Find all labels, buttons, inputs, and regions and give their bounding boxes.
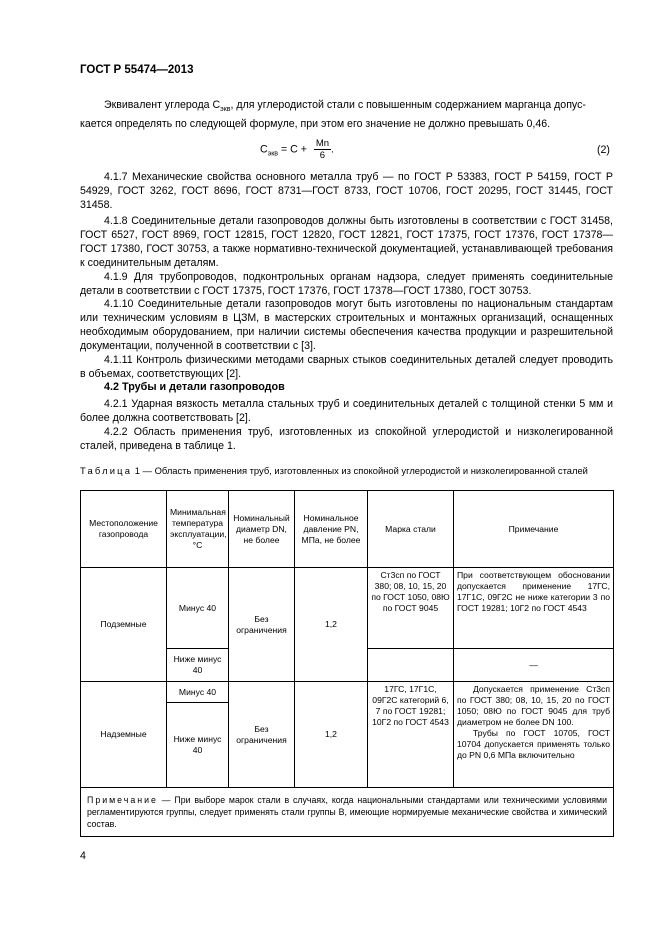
cell-steel-grade: 17ГС, 17Г1С, 09Г2С категорий 6, 7 по ГОСТ 19281; 10Г2 по ГОСТ 4543 <box>368 682 454 788</box>
carbon-equivalent-intro: Эквивалент углерода $С_{экв}$, для углеродистой стали с повышенным содержанием марганца допус- кается определять по следующей формуле, при этом его значение не должно превышать 0,46. <box>80 99 586 131</box>
cell-pn: 1,2 <box>295 682 368 788</box>
table-caption: Таблица 1 — Область применения труб, изготовленных из спокойной углеродистой и низколегированной сталей <box>80 465 588 476</box>
section-heading-4-2: 4.2 Трубы и детали газопроводов <box>104 381 285 393</box>
page-number: 4 <box>80 850 86 862</box>
paragraph-4-2-1: 4.2.1 Ударная вязкость металла стальных труб и соединительных деталей с толщиной стенки 5 мм и более должна соответствовать [2]. <box>80 398 613 424</box>
steel-pipe-table <box>80 490 614 837</box>
cell-temp: Минус 40 <box>167 682 229 703</box>
cell-steel-grade-empty <box>368 649 454 682</box>
header-note: Примечание <box>454 491 614 568</box>
paragraph-4-1-10: 4.1.10 Соединительные детали газопроводов могут быть изготовлены по национальным стандартам или техническим условиям в ЦЗМ, в мастерских строительных и монтажных организаций, оснащенных необходимым оборудованием, при наличии системы обеспечения качества продукции и разрешительной документации, полученной в соответствии с [3]. <box>80 298 613 352</box>
paragraph-4-2-2: 4.2.2 Область применения труб, изготовленных из спокойной углеродистой и низколегированной сталей, приведена в таблице 1. <box>80 426 613 452</box>
paragraph-4-1-11: 4.1.11 Контроль физическими методами сварных стыков соединительных деталей следует проводить в объемах, соответствующих [2]. <box>80 354 613 380</box>
header-pn: Номинальное давление PN, МПа, не более <box>295 491 368 568</box>
cell-note: При соответствующем обосновании допускается применение 17ГС, 17Г1С, 09Г2С не ниже категории 3 по ГОСТ 19281; 10Г2 по ГОСТ 4543 <box>454 568 614 649</box>
header-steel-grade: Марка стали <box>368 491 454 568</box>
paragraph-4-1-7: 4.1.7 Механические свойства основного металла труб — по ГОСТ Р 53383, ГОСТ Р 54159, ГОСТ Р 54929, ГОСТ 3262, ГОСТ 8696, ГОСТ 8731—ГОСТ 8733, ГОСТ 10706, ГОСТ 20295, ГОСТ 31445, ГОСТ 31458. <box>80 171 613 211</box>
paragraph-4-1-8: 4.1.8 Соединительные детали газопроводов должны быть изготовлены в соответствии с ГОСТ 31458, ГОСТ 6527, ГОСТ 8969, ГОСТ 12815, ГОСТ 12820, ГОСТ 12821, ГОСТ 17375, ГОСТ 17376, ГОСТ 17378—ГОСТ 17380, ГОСТ 30753, а также нормативно-технической документацией, устанавливающей требования к соединительным деталям. <box>80 215 613 269</box>
paragraph-4-1-9: 4.1.9 Для трубопроводов, подконтрольных органам надзора, следует применять соединительные детали в соответствии с ГОСТ 17375, ГОСТ 17376, ГОСТ 17378—ГОСТ 17380, ГОСТ 30753. <box>80 271 613 297</box>
cell-steel-grade: Ст3сп по ГОСТ 380; 08, 10, 15, 20 по ГОСТ 1050, 08Ю по ГОСТ 9045 <box>368 568 454 649</box>
table-row <box>81 568 614 649</box>
cell-temp: Ниже минус 40 <box>167 649 229 682</box>
cell-temp: Минус 40 <box>167 568 229 649</box>
cell-dn: Без ограничения <box>229 568 295 682</box>
cell-location-aboveground: Надземные <box>81 682 167 788</box>
table-note: Примечание — При выборе марок стали в случаях, когда национальными стандартами или техническими условиями регламентируются группы, следует применять стали группы В, имеющие нормируемые механические свойства и химический состав. <box>81 788 614 837</box>
formula-fraction: $\frac{Mn}{6}$ <box>315 138 330 161</box>
cell-location-underground: Подземные <box>81 568 167 682</box>
cell-pn: 1,2 <box>295 568 368 682</box>
formula-number: (2) <box>597 144 610 156</box>
table-row <box>81 682 614 703</box>
table-note-row <box>81 788 614 837</box>
header-dn: Номинальный диаметр DN, не более <box>229 491 295 568</box>
cell-dn: Без ограничения <box>229 682 295 788</box>
table-header-row <box>81 491 614 568</box>
cell-note: Допускается применение Ст3сп по ГОСТ 380; 08, 10, 15, 20 по ГОСТ 1050; 08Ю по ГОСТ 9045 для труб диаметром не более DN 100. Трубы по ГОСТ 10705, ГОСТ 10704 допускается применять только до PN 0,6 МПа включительно <box>454 682 614 788</box>
header-location: Местоположение газопровода <box>81 491 167 568</box>
header-min-temp: Минимальная температура эксплуатации, °С <box>167 491 229 568</box>
carbon-equivalent-formula: $С_{экв} = С$ + $\frac{Mn}{6}$ . <box>260 138 334 161</box>
cell-temp: Ниже минус 40 <box>167 703 229 788</box>
document-header: ГОСТ Р 55474—2013 <box>80 64 194 76</box>
cell-note: — <box>454 649 614 682</box>
